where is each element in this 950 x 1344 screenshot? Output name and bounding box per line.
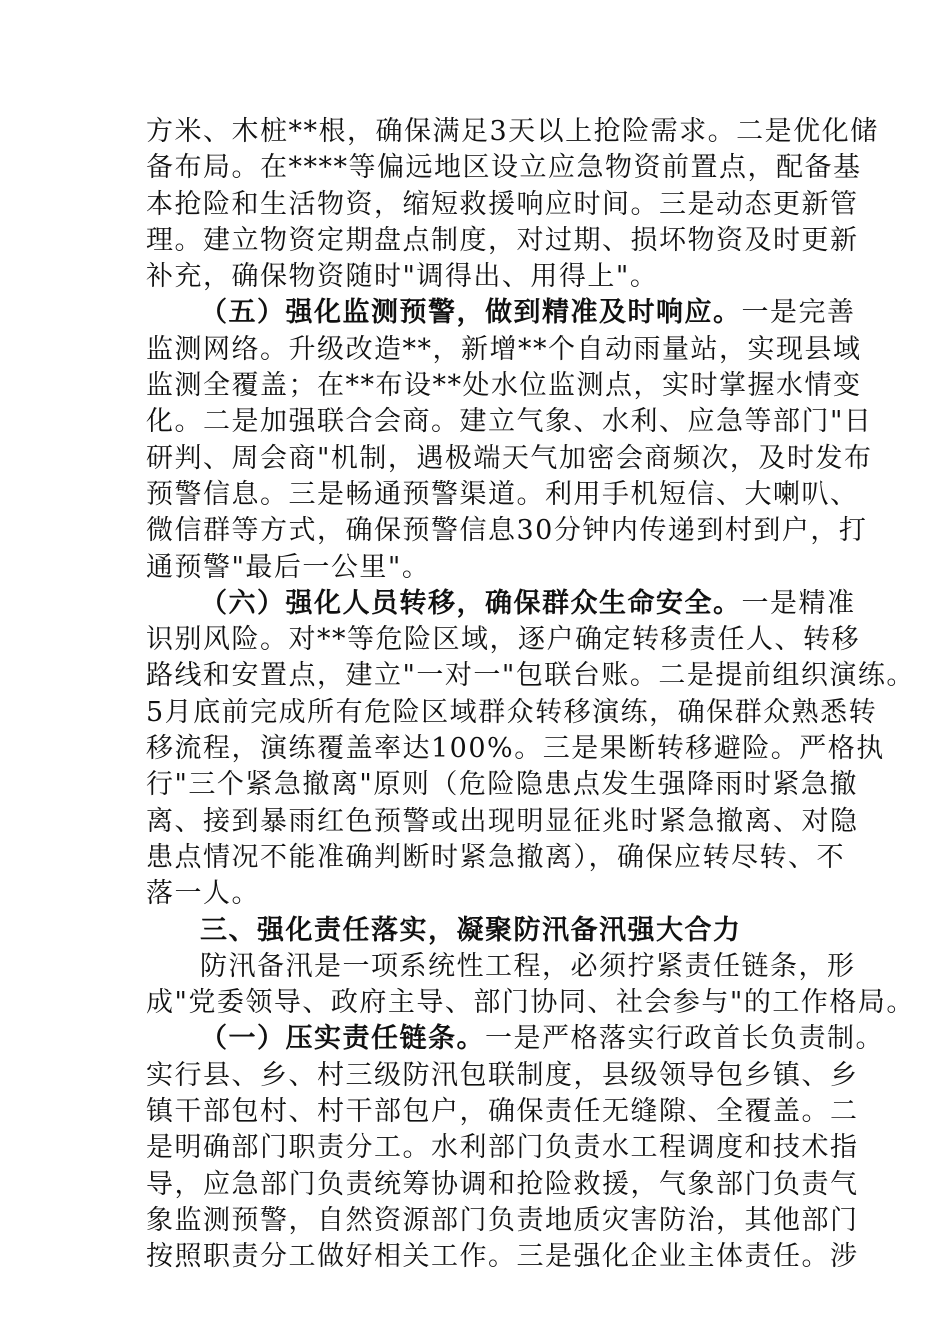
body-line: 行"三个紧急撤离"原则（危险隐患点发生强降雨时紧急撤	[146, 769, 858, 801]
subsection-line	[146, 586, 856, 622]
body-text: 一是严格落实行政首长负责制。	[485, 1023, 884, 1055]
body-text: 一是完善	[741, 297, 856, 329]
body-line: 微信群等方式，确保预警信息30分钟内传递到村到户，打	[146, 515, 868, 547]
body-line: 落一人。	[146, 878, 260, 910]
body-text: 一是精准	[741, 587, 856, 619]
section-heading: 三、强化责任落实，凝聚防汛备汛强大合力	[200, 914, 742, 946]
body-line: 本抢险和生活物资，缩短救援响应时间。三是动态更新管	[146, 188, 859, 220]
subsection-title: （一）压实责任链条。	[200, 1023, 485, 1055]
subsection-title: （五）强化监测预警，做到精准及时响应。	[200, 297, 742, 329]
body-line: 预警信息。三是畅通预警渠道。利用手机短信、大喇叭、	[146, 478, 859, 510]
body-line: 是明确部门职责分工。水利部门负责水工程调度和技术指	[146, 1132, 859, 1164]
body-line: 通预警"最后一公里"。	[146, 551, 431, 583]
body-line: 5月底前完成所有危险区域群众转移演练，确保群众熟悉转	[146, 696, 878, 728]
body-line: 实行县、乡、村三级防汛包联制度，县级领导包乡镇、乡	[146, 1059, 859, 1091]
body-line: 化。二是加强联合会商。建立气象、水利、应急等部门"日	[146, 406, 873, 438]
body-line: 路线和安置点，建立"一对一"包联台账。二是提前组织演练。	[146, 660, 915, 692]
body-line: 按照职责分工做好相关工作。三是强化企业主体责任。涉	[146, 1241, 859, 1273]
body-line: 研判、周会商"机制，遇极端天气加密会商频次，及时发布	[146, 442, 873, 474]
body-line: 象监测预警，自然资源部门负责地质灾害防治，其他部门	[146, 1204, 859, 1236]
subsection-line	[146, 1021, 884, 1057]
body-line: 监测全覆盖；在**布设**处水位监测点，实时掌握水情变	[146, 370, 862, 402]
subsection-title: （六）强化人员转移，确保群众生命安全。	[200, 587, 742, 619]
body-line: 补充，确保物资随时"调得出、用得上"。	[146, 261, 659, 293]
body-line: 监测网络。升级改造**，新增**个自动雨量站，实现县域	[146, 333, 862, 365]
body-line: 离、接到暴雨红色预警或出现明显征兆时紧急撤离、对隐	[146, 805, 859, 837]
body-line: 备布局。在****等偏远地区设立应急物资前置点，配备基	[146, 152, 862, 184]
body-line: 识别风险。对**等危险区域，逐户确定转移责任人、转移	[146, 624, 860, 656]
body-line: 方米、木桩**根，确保满足3天以上抢险需求。二是优化储	[146, 116, 879, 147]
body-line: 患点情况不能准确判断时紧急撤离），确保应转尽转、不	[146, 841, 845, 873]
body-line: 导，应急部门负责统筹协调和抢险救援，气象部门负责气	[146, 1168, 859, 1200]
document-body	[146, 114, 915, 1276]
body-line: 移流程，演练覆盖率达100%。三是果断转移避险。严格执	[146, 733, 885, 765]
body-line: 防汛备汛是一项系统性工程，必须拧紧责任链条，形	[200, 950, 856, 982]
subsection-line	[146, 295, 856, 331]
body-line: 理。建立物资定期盘点制度，对过期、损坏物资及时更新	[146, 224, 859, 256]
body-line: 镇干部包村、村干部包户，确保责任无缝隙、全覆盖。二	[146, 1096, 859, 1128]
body-line: 成"党委领导、政府主导、部门协同、社会参与"的工作格局。	[146, 987, 915, 1019]
